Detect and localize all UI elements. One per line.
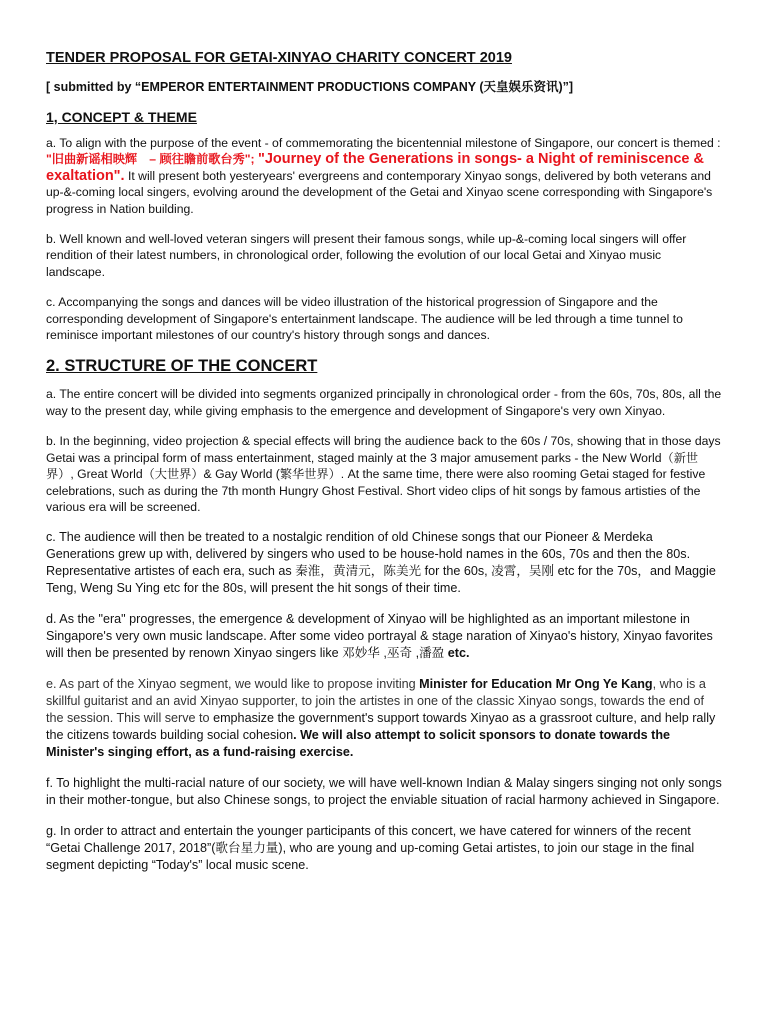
- section-2-paragraph-d: [46, 611, 722, 662]
- section-1-heading: 1, CONCEPT & THEME: [46, 109, 197, 125]
- section-1-a-intro: a. To align with the purpose of the event - of commemorating the bicentennial milestone of Singapore, our concert is themed :: [46, 136, 721, 150]
- section-2-paragraph-g: g. In order to attract and entertain the younger participants of this concert, we have catered for winners of the recent “Getai Challenge 2017, 2018”(歌台星力量), who are young and up-coming Getai artistes, to join our stage in the final segment depicting “Today's” local music scene.: [46, 824, 695, 873]
- theme-english: "Journey of the Generations in songs- a Night of reminiscence & exaltation".: [46, 151, 704, 184]
- theme-chinese: "旧曲新谣相映辉 – 顾往瞻前歌台秀";: [46, 152, 258, 167]
- document-title: TENDER PROPOSAL FOR GETAI-XINYAO CHARITY CONCERT 2019: [46, 50, 512, 66]
- submitted-by-line: [ submitted by “EMPEROR ENTERTAINMENT PRODUCTIONS COMPANY (天皇娱乐资讯)”]: [46, 80, 574, 94]
- section-2-paragraph-f: f. To highlight the multi-racial nature of our society, we will have well-known Indian & Malay singers singing not only songs in their mother-tongue, but also Chinese songs, to project the enviable situation of racial harmony achieved in Singapore.: [46, 776, 722, 808]
- section-1-paragraph-c: c. Accompanying the songs and dances will be video illustration of the historical progression of Singapore and the corresponding development of Singapore's entertainment landscape. The audience will be led through a time tunnel to reminisce important milestones of our country's history through songs and dances.: [46, 295, 683, 343]
- section-2-paragraph-a: a. The entire concert will be divided into segments organized principally in chronological order - from the 60s, 70s, 80s, all the way to the present day, while giving emphasis to the emergence and development of Singapore's very own Xinyao.: [46, 387, 722, 418]
- section-1-a-rest: It will present both yesteryears' evergreens and contemporary Xinyao songs, delivered by both veterans and up-&-coming local singers, evolving around the development of the Getai and Xinyao scene corresponding with Singapore's progress in Nation building.: [46, 168, 713, 216]
- section-2-paragraph-e: [46, 676, 722, 761]
- section-2-d-text: d. As the "era" progresses, the emergence & development of Xinyao will be highlighted as an important milestone in Singapore's very own music landscape. After some video portrayal & stage naration of Xinyao's history, Xinyao favorites will then be presented by renown Xinyao singers like 邓妙华 ,巫奇 ,潘盈: [46, 612, 713, 661]
- section-2-paragraph-c: c. The audience will then be treated to a nostalgic rendition of old Chinese songs that our Pioneer & Merdeka Generations grew up with, delivered by singers who used to be house-hold names in the 60s, 70s and then the 80s. Representative artistes of each era, such as 秦淮，黄清元，陈美光 for the 60s, 凌霄，吴刚 etc for the 70s，and Maggie Teng, Weng Su Ying etc for the 80s, will present the hit songs of their time.: [46, 530, 716, 596]
- section-2-e-text-1: e. As part of the Xinyao segment, we would like to propose inviting: [46, 677, 420, 692]
- fund-raising-note: . We will also attempt to solicit sponsors to donate towards the Minister's singing effort, as a fund-raising exercise.: [46, 728, 671, 760]
- section-2-e-text-2: , who is a skillful guitarist and an avid Xinyao supporter, to join the artistes in one of the classic Xinyao songs, towards the end of the session. This will serve to: [46, 677, 706, 726]
- section-1-paragraph-a: [46, 135, 722, 217]
- section-2-heading: 2. STRUCTURE OF THE CONCERT: [46, 357, 318, 376]
- minister-name: Minister for Education Mr Ong Ye Kang: [419, 677, 653, 692]
- section-2-d-bold-tail: etc.: [444, 646, 470, 661]
- section-2-paragraph-b: b. In the beginning, video projection & special effects will bring the audience back to the 60s / 70s, showing that in those days Getai was a principal form of mass entertainment, staged mainly at the 3 major amusement parks - the New World（新世界）, Great World（大世界）& Gay World (繁华世界）. At the same time, there were also rooming Getai staged for festive celebrations, such as during the 7th month Hungry Ghost Festival. Short video clips of hit songs by famous artisties of the various era will be screened.: [46, 434, 721, 514]
- section-1-paragraph-b: b. Well known and well-loved veteran singers will present their famous songs, while up-&-coming local singers will offer rendition of their latest numbers, in chronological order, following the evolution of our local Getai and Xinyao music landscape.: [46, 232, 687, 279]
- section-2-e-text-3: emphasize the government's support towards Xinyao as a grassroot culture, and help rally the citizens towards building social cohesion: [46, 711, 716, 743]
